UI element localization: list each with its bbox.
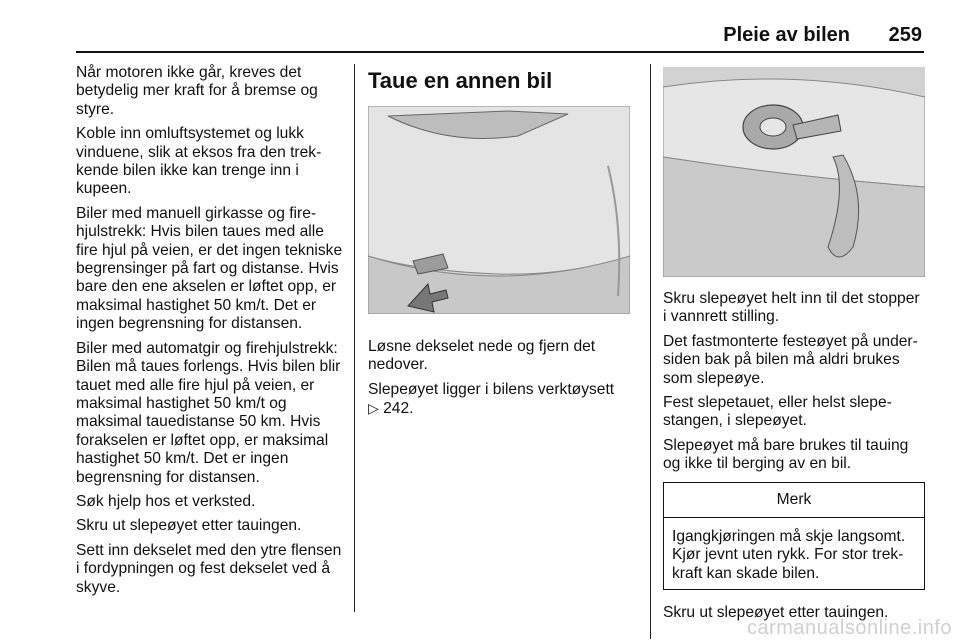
watermark: carmanualsonline.info (746, 617, 952, 639)
paragraph: Biler med automatgir og firehjulstrekk: Bilen må taues forlengs. Hvis bilen blir tauet med alle fire hjul på veien, er maksimal hastighet 50 km/t og maksimal tauedistanse 50 km. Hvis forakselen er løftet opp, er maksimal hastighet 50 km/t. Det er ingen begrensning for distansen. (76, 339, 341, 486)
section-heading: Taue en annen bil (368, 68, 553, 93)
paragraph: Koble inn omluftsystemet og lukk vinduene, slik at eksos fra den trekkende bilen ikke kan trenge inn i kupeen. (76, 125, 322, 198)
column-left (76, 64, 344, 603)
paragraph: Skru ut slepeøyet etter tauingen. (663, 604, 889, 622)
page-header (0, 0, 960, 50)
column-right (663, 290, 925, 629)
column-middle (368, 68, 638, 419)
paragraph-text: Slepeøyet ligger i bilens verktøysett (368, 380, 615, 398)
chapter-title: Pleie av bilen (723, 24, 850, 46)
paragraph: Sett inn dekselet med den ytre flensen i fordypningen og fest dekselet ved å skyve. (76, 541, 342, 596)
paragraph: Skru slepeøyet helt inn til det stopper i vannrett stilling. (663, 290, 920, 326)
paragraph: Det fastmonterte festeøyet på undersiden bak på bilen må aldri brukes som slepeøye. (663, 332, 918, 387)
column-divider (354, 64, 355, 612)
paragraph: Biler med manuell girkasse og firehjulstrekk: Hvis bilen taues med alle fire hjul på veien, er det ingen tekniske begrensinger på fart og distanse. Hvis bare den ene akselen er løftet opp, er maksimal hastighet 50 km/t. Det er ingen begrensning for distansen. (76, 204, 343, 333)
rear-bumper-cover-illustration (368, 106, 630, 314)
arrow-reference-icon: ▷ (368, 400, 379, 417)
paragraph: Når motoren ikke går, kreves det betydelig mer kraft for å bremse og styre. (76, 64, 318, 118)
paragraph: Søk hjelp hos et verksted. (76, 492, 256, 510)
paragraph (368, 381, 638, 419)
note-box (663, 482, 925, 591)
towing-eye-illustration (663, 67, 925, 277)
header-rule (76, 51, 924, 53)
column-divider (650, 64, 651, 639)
paragraph: Fest slepetauet, eller helst slepestangen, i slepeøyet. (663, 394, 892, 430)
note-body: Igangkjøringen må skje langsomt. Kjør jevnt uten rykk. For stor trekkraft kan skade bilen. (672, 528, 906, 582)
page-reference: 242. (383, 400, 414, 418)
paragraph: Løsne dekselet nede og fjern det nedover. (368, 338, 596, 374)
page-number: 259 (888, 24, 922, 46)
paragraph: Skru ut slepeøyet etter tauingen. (76, 517, 302, 535)
note-title: Merk (664, 483, 924, 518)
paragraph: Slepeøyet må bare brukes til tauing og ikke til berging av en bil. (663, 436, 909, 473)
